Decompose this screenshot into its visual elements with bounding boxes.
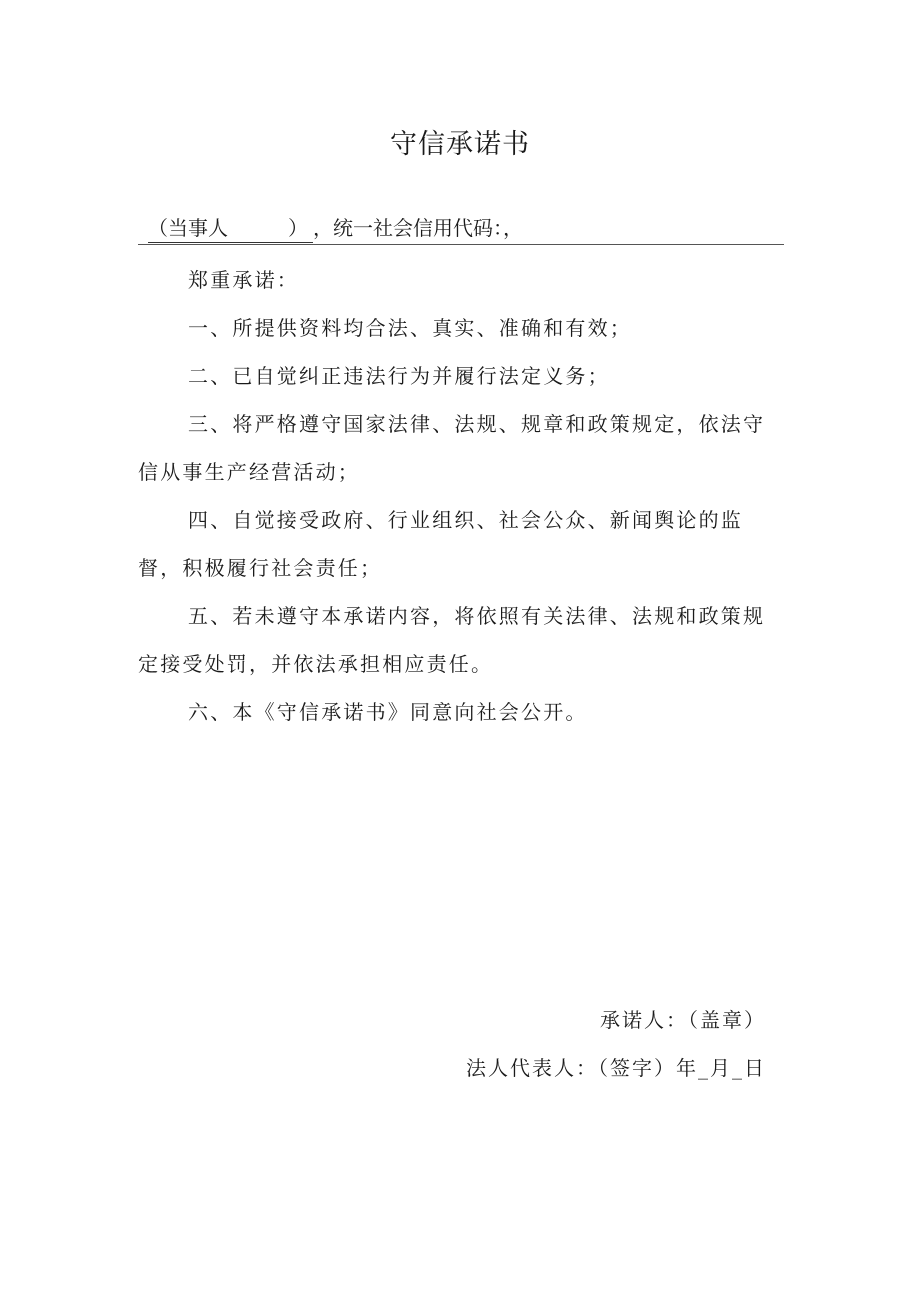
party-info-line <box>138 210 784 245</box>
clause-5: 五、若未遵守本承诺内容，将依照有关法律、法规和政策规定接受处罚，并依法承担相应责任。 <box>138 604 766 676</box>
clause-3: 三、将严格遵守国家法律、法规、规章和政策规定，依法守信从事生产经营活动； <box>138 412 766 484</box>
legal-representative-line: 法人代表人：（签字）年_月_日 <box>466 1056 766 1080</box>
clause-4: 四、自觉接受政府、行业组织、社会公众、新闻舆论的监督，积极履行社会责任； <box>138 508 743 580</box>
party-name-field: （当事人 ） <box>148 212 313 243</box>
document-title: 守信承诺书 <box>390 129 530 160</box>
clause-2: 二、已自觉纠正违法行为并履行法定义务； <box>188 364 610 388</box>
credit-code-label: ，统一社会信用代码：， <box>313 216 523 240</box>
clause-1: 一、所提供资料均合法、真实、准确和有效； <box>188 316 632 340</box>
commitment-body <box>138 256 784 736</box>
promisor-line: 承诺人：（盖章） <box>600 1008 766 1032</box>
clause-6: 六、本《守信承诺书》同意向社会公开。 <box>188 700 588 724</box>
signature-block <box>466 996 766 1092</box>
commitment-intro: 郑重承诺： <box>188 268 299 292</box>
